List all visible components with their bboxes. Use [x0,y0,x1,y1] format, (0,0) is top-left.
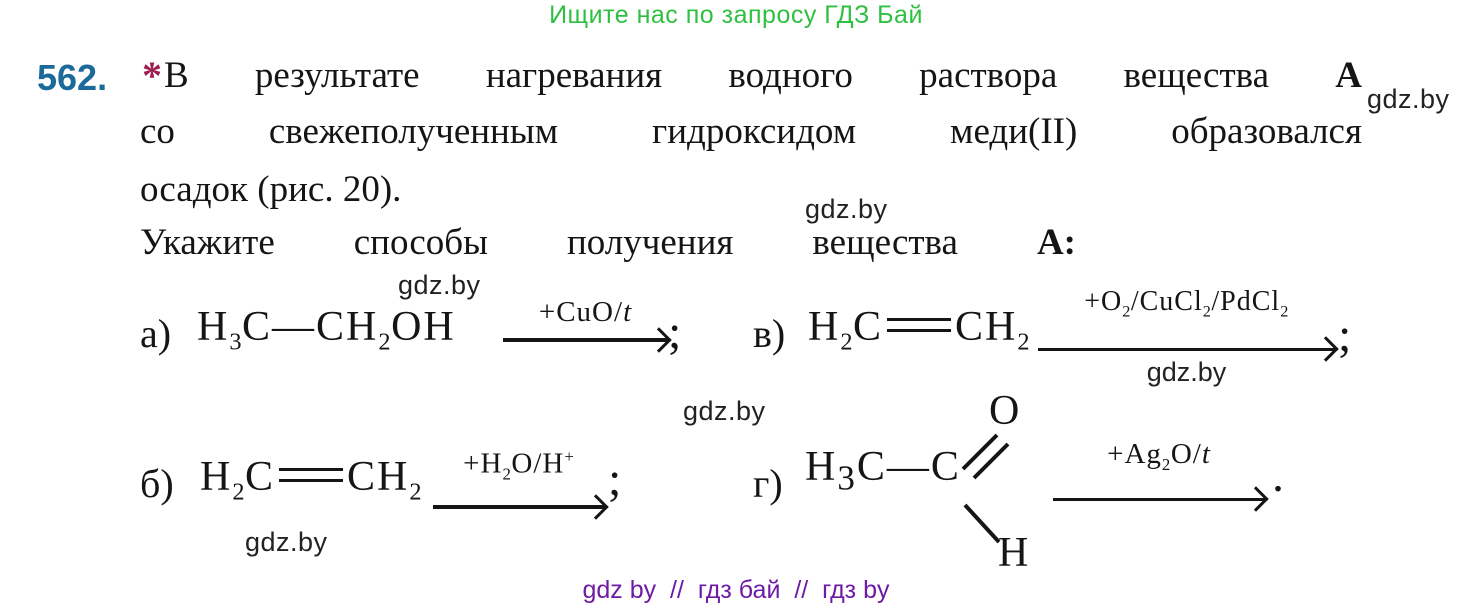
promo-banner-text: Ищите нас по запросу ГДЗ Бай [549,1,923,29]
problem-line-4-text: Укажите способы получения вещества [140,222,958,263]
double-bond [279,468,343,482]
eq-g-arrow [1053,434,1265,501]
eq-b-arrow [433,437,605,509]
eq-v-formula: $H_2C$ $CH_2$ [808,304,1031,356]
eq-g-structure [805,388,1065,588]
problem-line-2: со свежеполученным гидроксидом меди(II) образовался [140,111,1362,152]
eq-a-arrow-line [503,338,668,342]
difficulty-star: * [142,53,162,98]
eq-v-label: в) [753,311,786,356]
watermark-gdzby-eq-a: gdz.by [398,270,481,300]
problem-line-3: осадок (рис. 20). [140,169,402,210]
eq-v-arrow-label: $+O_2/CuCl_2/PdCl_2$ [1084,286,1289,321]
eq-a-end: ; [668,306,682,359]
eq-a-formula: $H_3C—CH_2OH$ [197,304,456,356]
double-bond [887,318,951,332]
eq-v-end: ; [1338,309,1352,362]
substance-a-bold-2: А: [1036,222,1076,263]
eq-b-formula: $H_2C$ $CH_2$ [200,454,423,506]
eq-a-label: а) [140,311,172,356]
eq-b-end: ; [608,453,622,506]
eq-g-chain: $H_3C—C$ [805,444,961,498]
footer-watermark-text: gdz by // гдз бай // гдз by [582,576,890,604]
bond-lines [805,393,1065,588]
eq-v-arrow [1038,282,1335,388]
problem-line-4 [140,221,1076,264]
problem-line-1-text: В результате нагревания водного раствора вещества [164,55,1270,96]
hydrogen-atom: H [998,530,1029,576]
problem-number: 562. [37,57,108,98]
eq-g-arrow-line [1053,498,1265,502]
watermark-gdzby-line1: gdz.by [1367,84,1450,114]
eq-a-arrow-label: +CuO/t [538,296,633,328]
watermark-gdzby-eq-v: gdz.by [1146,357,1227,388]
problem-line-1 [142,52,1362,99]
eq-v-arrow-line [1038,348,1335,352]
eq-g-arrow-label: $+Ag_2O/t$ [1107,438,1211,474]
eq-g-end: . [1272,449,1284,502]
eq-g-label: г) [753,461,783,506]
watermark-gdzby-eq-b: gdz.by [245,527,328,557]
eq-a-arrow [503,292,668,342]
eq-b-arrow-label: $+H_2O/H^+$ [463,447,575,484]
watermark-gdzby-eq-g: gdz.by [683,396,766,426]
oxygen-atom: O [989,388,1020,434]
watermark-gdzby-mid: gdz.by [805,194,888,224]
eq-b-label: б) [140,461,174,506]
substance-a-bold: А [1335,55,1362,96]
eq-b-arrow-line [433,505,605,509]
